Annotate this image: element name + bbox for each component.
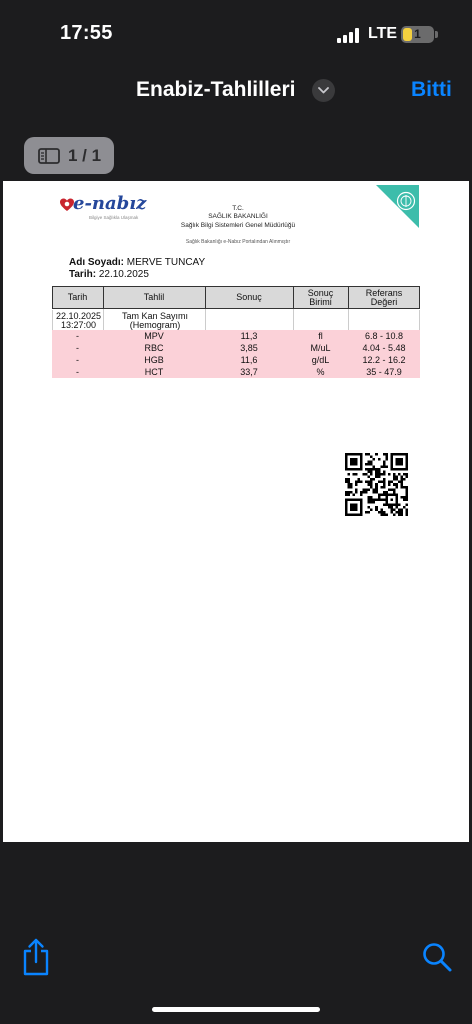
report-date-label: Tarih:	[69, 269, 97, 280]
table-row	[52, 342, 420, 354]
column-header-result: Sonuç	[236, 292, 262, 302]
chevron-down-icon[interactable]	[312, 79, 335, 102]
row-test: MPV	[144, 331, 164, 341]
row-reference: 6.8 - 10.8	[364, 331, 404, 341]
page-count: 1 / 1	[68, 146, 102, 165]
search-icon[interactable]	[421, 941, 453, 973]
panel-date: 22.10.2025 13:27:00	[55, 311, 102, 330]
row-unit: fl	[318, 331, 323, 341]
row-result: 11,3	[240, 331, 258, 341]
row-reference: 12.2 - 16.2	[362, 355, 406, 365]
row-result: 33,7	[240, 367, 258, 377]
battery-icon	[401, 26, 434, 43]
patient-name-line	[69, 257, 205, 268]
home-indicator	[152, 1007, 320, 1012]
header-ministry: SAĞLIK BAKANLIĞI	[208, 213, 268, 220]
table-row	[52, 354, 420, 366]
patient-name: MERVE TUNCAY	[126, 257, 206, 268]
column-header-date: Tarih	[67, 292, 88, 302]
row-unit: g/dL	[311, 355, 330, 365]
row-result: 11,6	[240, 355, 258, 365]
patient-name-label: Adı Soyadı:	[69, 257, 125, 268]
header-directorate: Sağlık Bilgi Sistemleri Genel Müdürlüğü	[180, 222, 296, 229]
row-unit: %	[316, 367, 325, 377]
document-title[interactable]: Enabiz-Tahlilleri	[136, 78, 296, 101]
done-button[interactable]: Bitti	[411, 78, 452, 101]
status-bar	[0, 0, 472, 60]
document-page[interactable]	[3, 181, 469, 842]
column-header-reference: Referans Değeri	[365, 287, 403, 307]
row-reference: 4.04 - 5.48	[362, 343, 406, 353]
logo-text: e-nabız	[73, 193, 147, 214]
row-date: -	[76, 343, 79, 353]
results-table	[52, 286, 420, 381]
sidebar-icon	[38, 148, 60, 164]
share-icon[interactable]	[20, 938, 52, 976]
row-test: HGB	[144, 355, 164, 365]
header-tc: T.C.	[232, 205, 244, 212]
row-date: -	[76, 355, 79, 365]
row-unit: M/uL	[310, 343, 331, 353]
column-header-test: Tahlil	[143, 292, 165, 302]
page-indicator[interactable]	[24, 137, 114, 174]
network-type: LTE	[368, 25, 398, 42]
row-date: -	[76, 331, 79, 341]
table-row	[52, 330, 420, 342]
ministry-emblem-icon	[376, 185, 419, 228]
header-source-note: Sağlık Bakanlığı e-Nabız Portalından Alınmıştır	[185, 239, 291, 245]
cellular-signal-icon	[337, 28, 361, 43]
battery-level: 1	[414, 27, 421, 41]
nav-bar	[0, 66, 472, 116]
report-date: 22.10.2025	[98, 269, 149, 280]
row-result: 3,85	[240, 343, 258, 353]
status-time: 17:55	[60, 22, 113, 44]
table-row	[52, 366, 420, 378]
row-test: HCT	[144, 367, 164, 377]
column-header-unit: Sonuç Birimi	[307, 287, 334, 307]
qr-code	[345, 453, 408, 516]
logo-tagline: Bilgiye Sağlıkla Ulaşmak	[89, 215, 139, 220]
row-test: RBC	[144, 343, 164, 353]
panel-row	[52, 310, 420, 330]
row-date: -	[76, 367, 79, 377]
report-date-line	[69, 269, 149, 280]
panel-test-name: Tam Kan Sayımı (Hemogram)	[121, 311, 189, 330]
row-reference: 35 - 47.9	[366, 367, 402, 377]
